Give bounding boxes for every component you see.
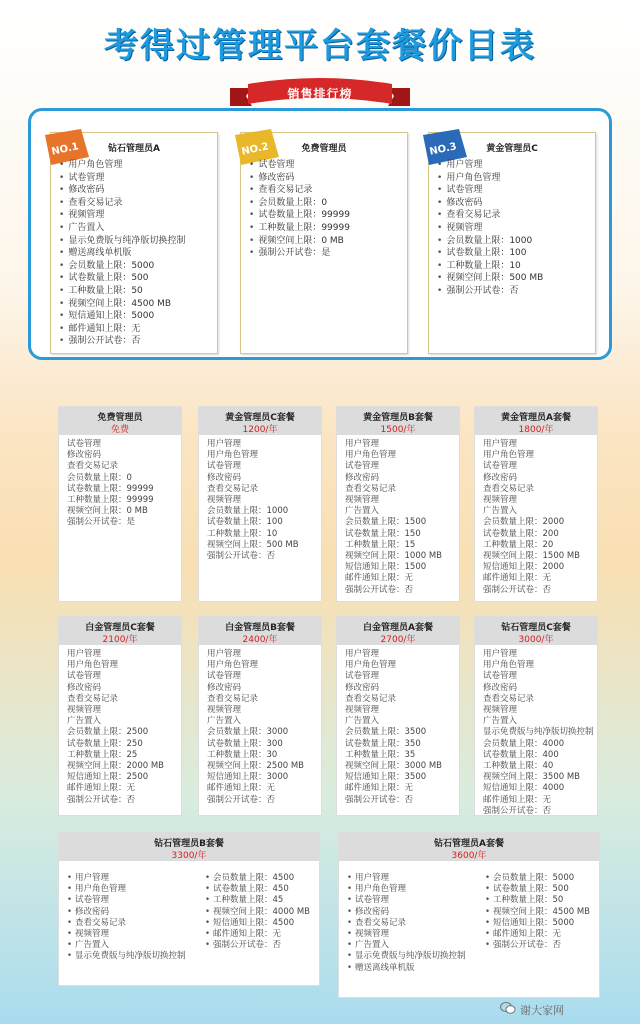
feature-item: • 查看交易记录 [67,918,203,929]
package-feature-list [67,439,177,529]
rank-badge-text: NO.1 [50,141,80,158]
package-limit-list [485,873,599,951]
feature-item: • 邮件通知上限：无 [59,323,213,336]
package-feature-list [345,649,455,806]
feature-item: 用户管理 [345,649,380,659]
feature-item: 视频空间上限：1500 MB [483,551,580,562]
feature-item: 会员数量上限：3500 [345,727,427,738]
feature-item: • 视频管理 [437,222,591,235]
feature-item: • 会员数量上限：4500 [205,873,319,884]
feature-item: • 试卷管理 [249,159,403,172]
feature-item: • 广告置入 [67,940,203,951]
package-name: 黄金管理员C套餐 [225,413,295,423]
feature-item: 会员数量上限：2000 [483,517,565,528]
feature-item: 强制公开试卷：否 [207,551,276,562]
package-limit-list [205,873,319,951]
package-feature-list [347,873,483,974]
wechat-icon [500,1001,516,1015]
package-card [336,616,460,816]
feature-item: 邮件通知上限：无 [483,794,552,805]
feature-item: 修改密码 [67,450,102,461]
feature-item: 修改密码 [345,682,380,693]
feature-item: • 工种数量上限：10 [437,260,591,273]
feature-item: 强制公开试卷：否 [345,794,414,805]
feature-item: • 强制公开试卷：否 [485,940,599,951]
feature-item: 广告置入 [483,506,518,517]
feature-item: 查看交易记录 [207,693,259,704]
feature-item: • 用户管理 [67,873,203,884]
feature-item: • 短信通知上限：5000 [59,310,213,323]
package-header [475,407,597,435]
feature-item: • 强制公开试卷：否 [59,335,213,348]
feature-item: • 工种数量上限：99999 [249,222,403,235]
feature-item: 视频空间上限：0 MB [67,506,148,517]
package-price: 1800/年 [518,425,554,435]
feature-item: • 工种数量上限：45 [205,895,319,906]
package-card [58,616,182,816]
package-header [59,617,181,645]
feature-item: 视频管理 [483,495,518,506]
feature-item: 修改密码 [345,472,380,483]
package-name: 白金管理员A套餐 [363,623,433,633]
package-feature-list [483,439,593,596]
feature-item: • 显示免费版与纯净版切换控制 [347,951,483,962]
feature-item: 短信通知上限：3500 [345,772,427,783]
package-card [336,406,460,602]
feature-item: • 强制公开试卷：是 [249,247,403,260]
feature-item: 工种数量上限：25 [67,749,138,760]
package-name: 钻石管理员A套餐 [434,839,504,849]
feature-item: 试卷管理 [67,671,102,682]
feature-item: • 视频空间上限：4000 MB [205,907,319,918]
feature-item: 用户角色管理 [67,660,119,671]
feature-item: • 视频空间上限：500 MB [437,272,591,285]
package-feature-list [67,873,203,963]
rank-badge-text: NO.3 [428,141,458,158]
ranking-ribbon [230,78,410,114]
package-card [198,406,322,602]
feature-item: 试卷数量上限：300 [207,738,283,749]
feature-item: 视频空间上限：2000 MB [67,761,164,772]
feature-item: 查看交易记录 [483,693,535,704]
feature-item: 邮件通知上限：无 [345,783,414,794]
feature-item: • 修改密码 [249,172,403,185]
watermark-text: 谢大家网 [520,1004,564,1017]
package-price: 1500/年 [380,425,416,435]
feature-item: 试卷管理 [67,439,102,449]
page-title: 考得过管理平台套餐价目表 [104,26,536,66]
package-card [474,406,598,602]
feature-item: 试卷数量上限：100 [207,517,283,528]
feature-item: 试卷数量上限：200 [483,528,559,539]
package-name: 钻石管理员B套餐 [154,839,224,849]
package-price: 免费 [110,425,129,435]
feature-item: 会员数量上限：0 [67,472,132,483]
feature-item: • 广告置入 [347,940,483,951]
package-name: 白金管理员C套餐 [85,623,155,633]
package-name: 黄金管理员B套餐 [363,413,433,423]
feature-item: 视频空间上限：3000 MB [345,761,442,772]
feature-item: • 工种数量上限：50 [59,285,213,298]
feature-item: • 用户角色管理 [67,884,203,895]
feature-item: 视频管理 [207,495,242,506]
package-price: 1200/年 [242,425,278,435]
feature-item: • 邮件通知上限：无 [205,929,319,940]
feature-item: • 试卷管理 [59,172,213,185]
package-price: 2700/年 [380,635,416,645]
feature-item: 短信通知上限：2000 [483,562,565,573]
feature-item: • 用户角色管理 [437,172,591,185]
feature-item: 试卷数量上限：150 [345,528,421,539]
feature-item: • 试卷数量上限：100 [437,247,591,260]
feature-item: 广告置入 [67,716,102,727]
feature-item: 用户管理 [483,439,518,449]
feature-item: 用户管理 [345,439,380,449]
feature-item: 会员数量上限：3000 [207,727,289,738]
feature-item: • 修改密码 [67,907,203,918]
feature-item: 工种数量上限：10 [207,528,278,539]
feature-item: • 广告置入 [59,222,213,235]
package-name: 免费管理员 [97,413,143,423]
feature-item: 试卷数量上限：400 [483,749,559,760]
feature-item: 查看交易记录 [483,483,535,494]
feature-item: 会员数量上限：2500 [67,727,149,738]
feature-item: 视频管理 [345,705,380,716]
rank-card-3 [428,132,596,354]
feature-item: 试卷管理 [483,461,518,472]
feature-item: • 试卷管理 [347,895,483,906]
feature-item: • 试卷管理 [67,895,203,906]
package-card [198,616,322,816]
feature-item: 短信通知上限：3000 [207,772,289,783]
package-feature-list [345,439,455,596]
package-feature-list [207,649,317,806]
feature-item: 查看交易记录 [67,461,119,472]
feature-item: 短信通知上限：2500 [67,772,149,783]
rank-feature-list [249,159,403,260]
feature-item: 查看交易记录 [345,483,397,494]
feature-item: • 试卷数量上限：500 [485,884,599,895]
feature-item: 试卷数量上限：99999 [67,483,154,494]
feature-item: 工种数量上限：35 [345,749,416,760]
feature-item: 用户管理 [207,439,242,449]
feature-item: • 查看交易记录 [59,197,213,210]
feature-item: 工种数量上限：40 [483,761,554,772]
feature-item: • 视频空间上限：4500 MB [59,298,213,311]
feature-item: 试卷管理 [345,671,380,682]
package-feature-list [207,439,317,562]
feature-item: • 试卷数量上限：99999 [249,209,403,222]
feature-item: 强制公开试卷：否 [67,794,136,805]
package-feature-list [67,649,177,806]
feature-item: 邮件通知上限：无 [483,573,552,584]
package-header [199,617,321,645]
package-header [475,617,597,645]
feature-item: • 视频空间上限：0 MB [249,235,403,248]
rank-feature-list [59,159,213,348]
feature-item: • 显示免费版与纯净版切换控制 [59,235,213,248]
rank-card-2 [240,132,408,354]
package-card [474,616,598,816]
feature-item: 广告置入 [345,506,380,517]
feature-item: 修改密码 [67,682,102,693]
feature-item: 广告置入 [207,716,242,727]
feature-item: • 用户管理 [437,159,591,172]
package-name: 钻石管理员C套餐 [501,623,571,633]
feature-item: 查看交易记录 [207,483,259,494]
feature-item: 用户角色管理 [207,450,259,461]
feature-item: 用户管理 [67,649,102,659]
feature-item: 会员数量上限：4000 [483,738,565,749]
feature-item: 显示免费版与纯净版切换控制 [483,727,594,738]
package-name: 白金管理员B套餐 [225,623,295,633]
feature-item: • 修改密码 [347,907,483,918]
feature-item: 视频空间上限：3500 MB [483,772,580,783]
feature-item: 用户管理 [483,649,518,659]
package-price: 3600/年 [451,851,487,861]
package-card-wide [338,832,600,998]
feature-item: 试卷管理 [483,671,518,682]
feature-item: 用户角色管理 [207,660,259,671]
feature-item: 强制公开试卷：是 [67,517,136,528]
feature-item: 短信通知上限：1500 [345,562,427,573]
package-price: 2100/年 [102,635,138,645]
rank-badge-text: NO.2 [240,141,270,158]
feature-item: • 试卷数量上限：450 [205,884,319,895]
feature-item: 广告置入 [345,716,380,727]
feature-item: • 用户管理 [347,873,483,884]
feature-item: 用户管理 [207,649,242,659]
feature-item: 查看交易记录 [67,693,119,704]
feature-item: 试卷管理 [207,671,242,682]
feature-item: • 试卷数量上限：500 [59,272,213,285]
feature-item: • 修改密码 [59,184,213,197]
feature-item: • 显示免费版与纯净版切换控制 [67,951,203,962]
feature-item: • 工种数量上限：50 [485,895,599,906]
feature-item: 邮件通知上限：无 [207,783,276,794]
package-price: 3000/年 [518,635,554,645]
feature-item: 试卷管理 [345,461,380,472]
feature-item: 用户角色管理 [345,660,397,671]
feature-item: 视频空间上限：2500 MB [207,761,304,772]
feature-item: • 强制公开试卷：否 [437,285,591,298]
feature-item: 查看交易记录 [345,693,397,704]
feature-item: 强制公开试卷：否 [345,584,414,595]
feature-item: • 会员数量上限：5000 [485,873,599,884]
feature-item: • 强制公开试卷：否 [205,940,319,951]
package-header [337,617,459,645]
feature-item: 试卷管理 [207,461,242,472]
feature-item: 工种数量上限：20 [483,539,554,550]
feature-item: 强制公开试卷：否 [483,584,552,595]
feature-item: 视频管理 [345,495,380,506]
feature-item: 用户角色管理 [345,450,397,461]
feature-item: 视频空间上限：500 MB [207,539,299,550]
rank-card-title: 黄金管理员C [486,144,538,154]
rank-feature-list [437,159,591,298]
feature-item: 广告置入 [483,716,518,727]
feature-item: 工种数量上限：15 [345,539,416,550]
feature-item: 修改密码 [207,472,242,483]
feature-item: 强制公开试卷：否 [483,805,552,816]
feature-item: 会员数量上限：1000 [207,506,289,517]
feature-item: 视频管理 [483,705,518,716]
feature-item: 邮件通知上限：无 [67,783,136,794]
feature-item: • 视频管理 [59,209,213,222]
feature-item: • 会员数量上限：1000 [437,235,591,248]
feature-item: 用户角色管理 [483,660,535,671]
feature-item: 用户角色管理 [483,450,535,461]
feature-item: • 试卷管理 [437,184,591,197]
package-header [59,407,181,435]
package-price: 2400/年 [242,635,278,645]
feature-item: 修改密码 [483,472,518,483]
feature-item: 修改密码 [483,682,518,693]
package-header [337,407,459,435]
feature-item: 试卷数量上限：250 [67,738,143,749]
feature-item: 修改密码 [207,682,242,693]
feature-item: 视频管理 [67,705,102,716]
feature-item: 工种数量上限：99999 [67,495,154,506]
feature-item: 强制公开试卷：否 [207,794,276,805]
feature-item: 试卷数量上限：350 [345,738,421,749]
feature-item: • 会员数量上限：0 [249,197,403,210]
feature-item: • 短信通知上限：5000 [485,918,599,929]
feature-item: • 查看交易记录 [437,209,591,222]
feature-item: • 赠送离线单机版 [59,247,213,260]
rank-card-title: 免费管理员 [301,144,347,154]
package-card-wide [58,832,320,986]
feature-item: • 会员数量上限：5000 [59,260,213,273]
feature-item: 会员数量上限：1500 [345,517,427,528]
package-header [339,833,599,861]
feature-item: • 查看交易记录 [347,918,483,929]
feature-item: 视频空间上限：1000 MB [345,551,442,562]
feature-item: 短信通知上限：4000 [483,783,565,794]
package-header [199,407,321,435]
feature-item: 邮件通知上限：无 [345,573,414,584]
package-name: 黄金管理员A套餐 [501,413,571,423]
package-card [58,406,182,602]
feature-item: • 视频管理 [67,929,203,940]
feature-item: • 用户角色管理 [59,159,213,172]
ribbon-label: 销售排行榜 [287,87,353,101]
feature-item: 视频管理 [207,705,242,716]
rank-card-title: 钻石管理员A [108,144,160,154]
feature-item: • 查看交易记录 [249,184,403,197]
feature-item: • 视频管理 [347,929,483,940]
package-price: 3300/年 [171,851,207,861]
feature-item: • 用户角色管理 [347,884,483,895]
package-header [59,833,319,861]
feature-item: 工种数量上限：30 [207,749,278,760]
feature-item: • 邮件通知上限：无 [485,929,599,940]
feature-item: • 修改密码 [437,197,591,210]
rank-card-1 [50,132,218,354]
feature-item: • 短信通知上限：4500 [205,918,319,929]
feature-item: • 赠送离线单机版 [347,963,483,974]
package-feature-list [483,649,593,817]
feature-item: • 视频空间上限：4500 MB [485,907,599,918]
